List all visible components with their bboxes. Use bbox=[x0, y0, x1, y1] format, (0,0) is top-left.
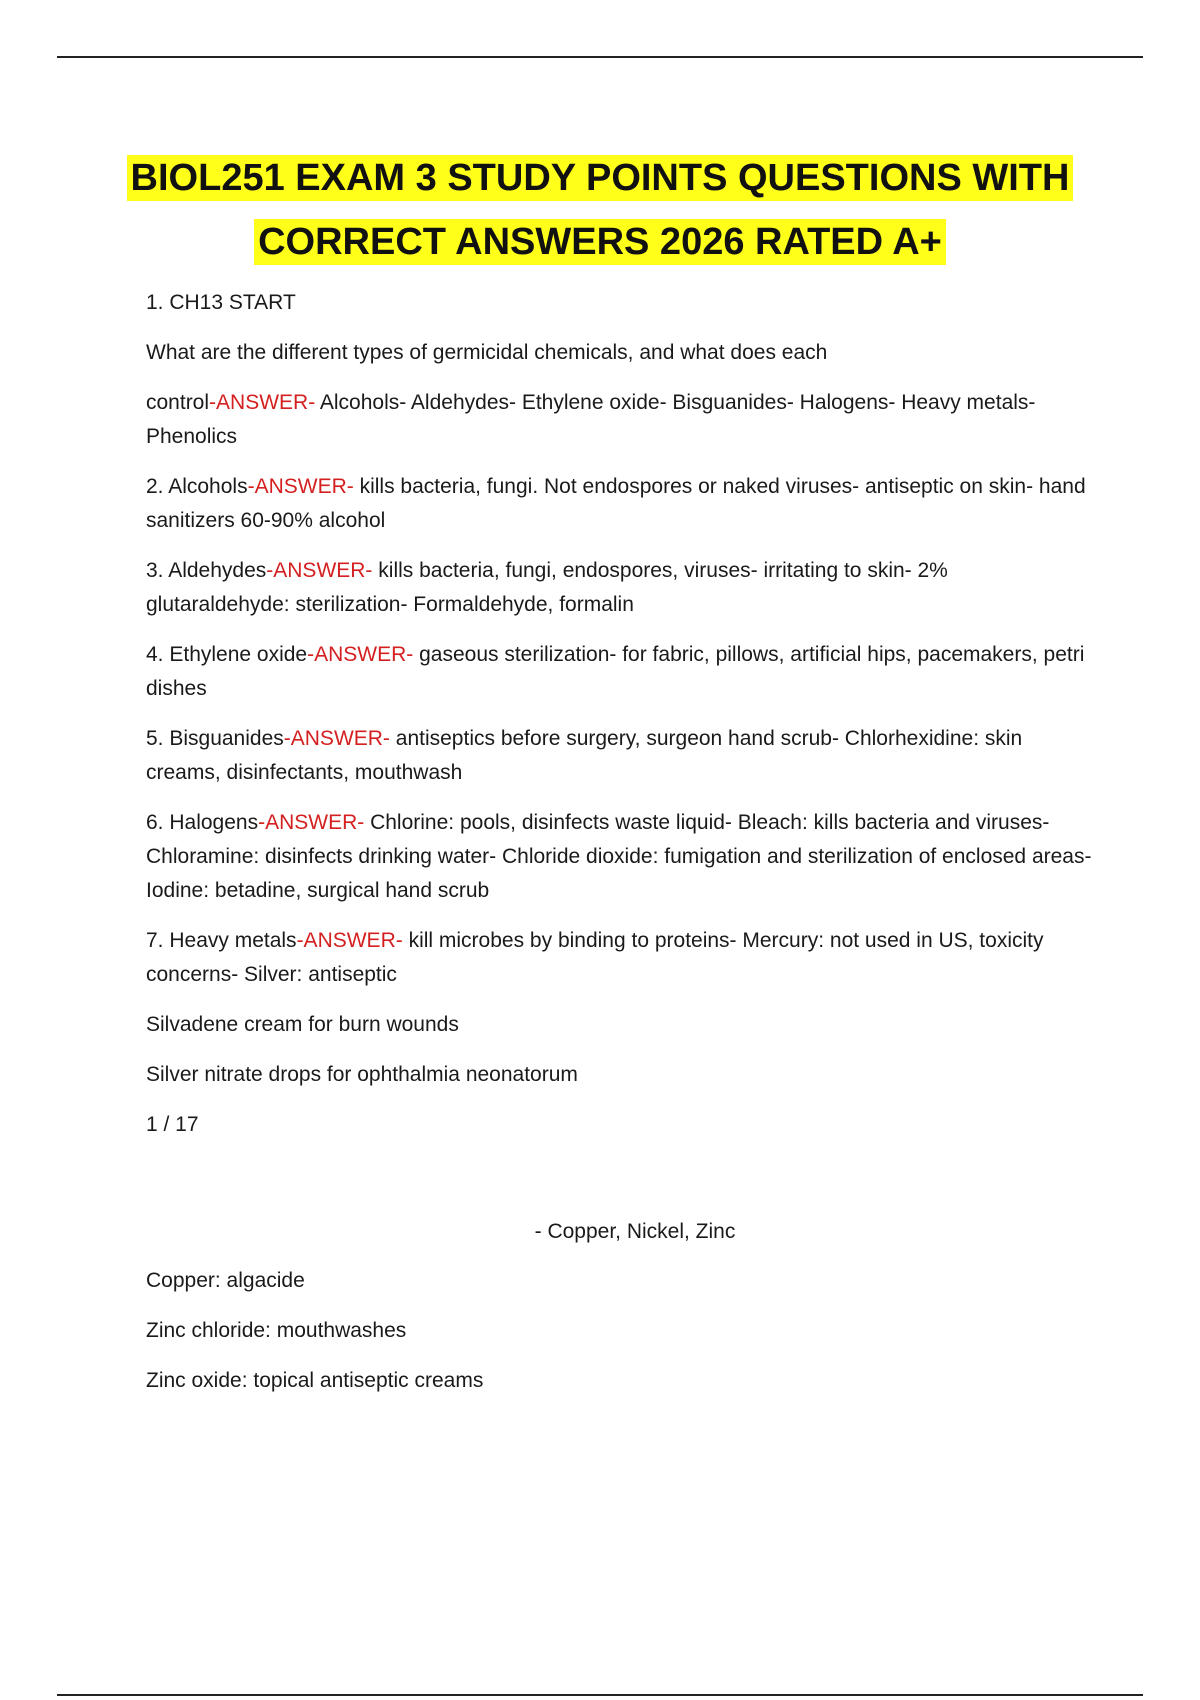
item-answer: kill microbes by binding to proteins- Mercury: not used in US, toxicity concerns- Silver: antiseptic bbox=[146, 929, 1044, 986]
list-item bbox=[146, 806, 1096, 908]
answer-marker: -ANSWER- bbox=[283, 727, 390, 750]
list-item bbox=[146, 1008, 1096, 1042]
answer-marker: -ANSWER- bbox=[307, 643, 414, 666]
item-question: 6. Halogens bbox=[146, 811, 259, 834]
item-answer: gaseous sterilization- for fabric, pillows, artificial hips, pacemakers, petri dishes bbox=[146, 643, 1085, 700]
answer-marker: -ANSWER- bbox=[258, 811, 365, 834]
item-question: control bbox=[146, 391, 210, 414]
list-item bbox=[146, 722, 1096, 790]
list-item bbox=[146, 924, 1096, 992]
item-answer: kills bacteria, fungi, endospores, viruses- irritating to skin- 2% glutaraldehyde: sterilization- Formaldehyde, formalin bbox=[146, 559, 948, 616]
list-item bbox=[146, 554, 1096, 622]
item-question: 7. Heavy metals bbox=[146, 929, 297, 952]
item-text: 1. CH13 START bbox=[146, 291, 296, 314]
title-line-1: BIOL251 EXAM 3 STUDY POINTS QUESTIONS WITH bbox=[127, 155, 1074, 201]
list-item bbox=[146, 286, 1096, 320]
answer-marker: -ANSWER- bbox=[209, 391, 316, 414]
document-title bbox=[60, 146, 1140, 274]
continuation-list bbox=[146, 1264, 1096, 1414]
item-text: Silver nitrate drops for ophthalmia neonatorum bbox=[146, 1063, 578, 1086]
page-number: 1 / 17 bbox=[146, 1113, 199, 1136]
item-question: 4. Ethylene oxide bbox=[146, 643, 308, 666]
list-item bbox=[146, 1058, 1096, 1092]
list-item: Zinc oxide: topical antiseptic creams bbox=[146, 1369, 484, 1392]
item-text: What are the different types of germicidal chemicals, and what does each bbox=[146, 341, 828, 364]
item-answer: antiseptics before surgery, surgeon hand scrub- Chlorhexidine: skin creams, disinfectants, mouthwash bbox=[146, 727, 1023, 784]
item-answer: Chlorine: pools, disinfects waste liquid- Bleach: kills bacteria and viruses- Chloramine: disinfects drinking water- Chloride dioxide: fumigation and sterilization of enclosed areas- Iodine: betadine, surgical hand scrub bbox=[146, 811, 1092, 902]
item-question: 3. Aldehydes bbox=[146, 559, 267, 582]
answer-marker: -ANSWER- bbox=[247, 475, 354, 498]
list-item: Zinc chloride: mouthwashes bbox=[146, 1319, 407, 1342]
continuation-heading: - Copper, Nickel, Zinc bbox=[534, 1220, 736, 1243]
top-rule bbox=[57, 56, 1143, 58]
list-item bbox=[146, 470, 1096, 538]
list-item bbox=[146, 336, 1096, 370]
item-answer: kills bacteria, fungi. Not endospores or naked viruses- antiseptic on skin- hand sanitizers 60-90% alcohol bbox=[146, 475, 1086, 532]
answer-marker: -ANSWER- bbox=[266, 559, 373, 582]
item-answer: Alcohols- Aldehydes- Ethylene oxide- Bisguanides- Halogens- Heavy metals- Phenolics bbox=[146, 391, 1036, 448]
answer-marker: -ANSWER- bbox=[296, 929, 403, 952]
bottom-rule bbox=[57, 1694, 1143, 1696]
title-line-2: CORRECT ANSWERS 2026 RATED A+ bbox=[254, 219, 946, 265]
list-item bbox=[146, 386, 1096, 454]
question-list bbox=[146, 286, 1096, 1142]
item-question: 5. Bisguanides bbox=[146, 727, 284, 750]
list-item: Copper: algacide bbox=[146, 1269, 305, 1292]
list-item bbox=[146, 638, 1096, 706]
item-text: Silvadene cream for burn wounds bbox=[146, 1013, 459, 1036]
item-question: 2. Alcohols bbox=[146, 475, 248, 498]
